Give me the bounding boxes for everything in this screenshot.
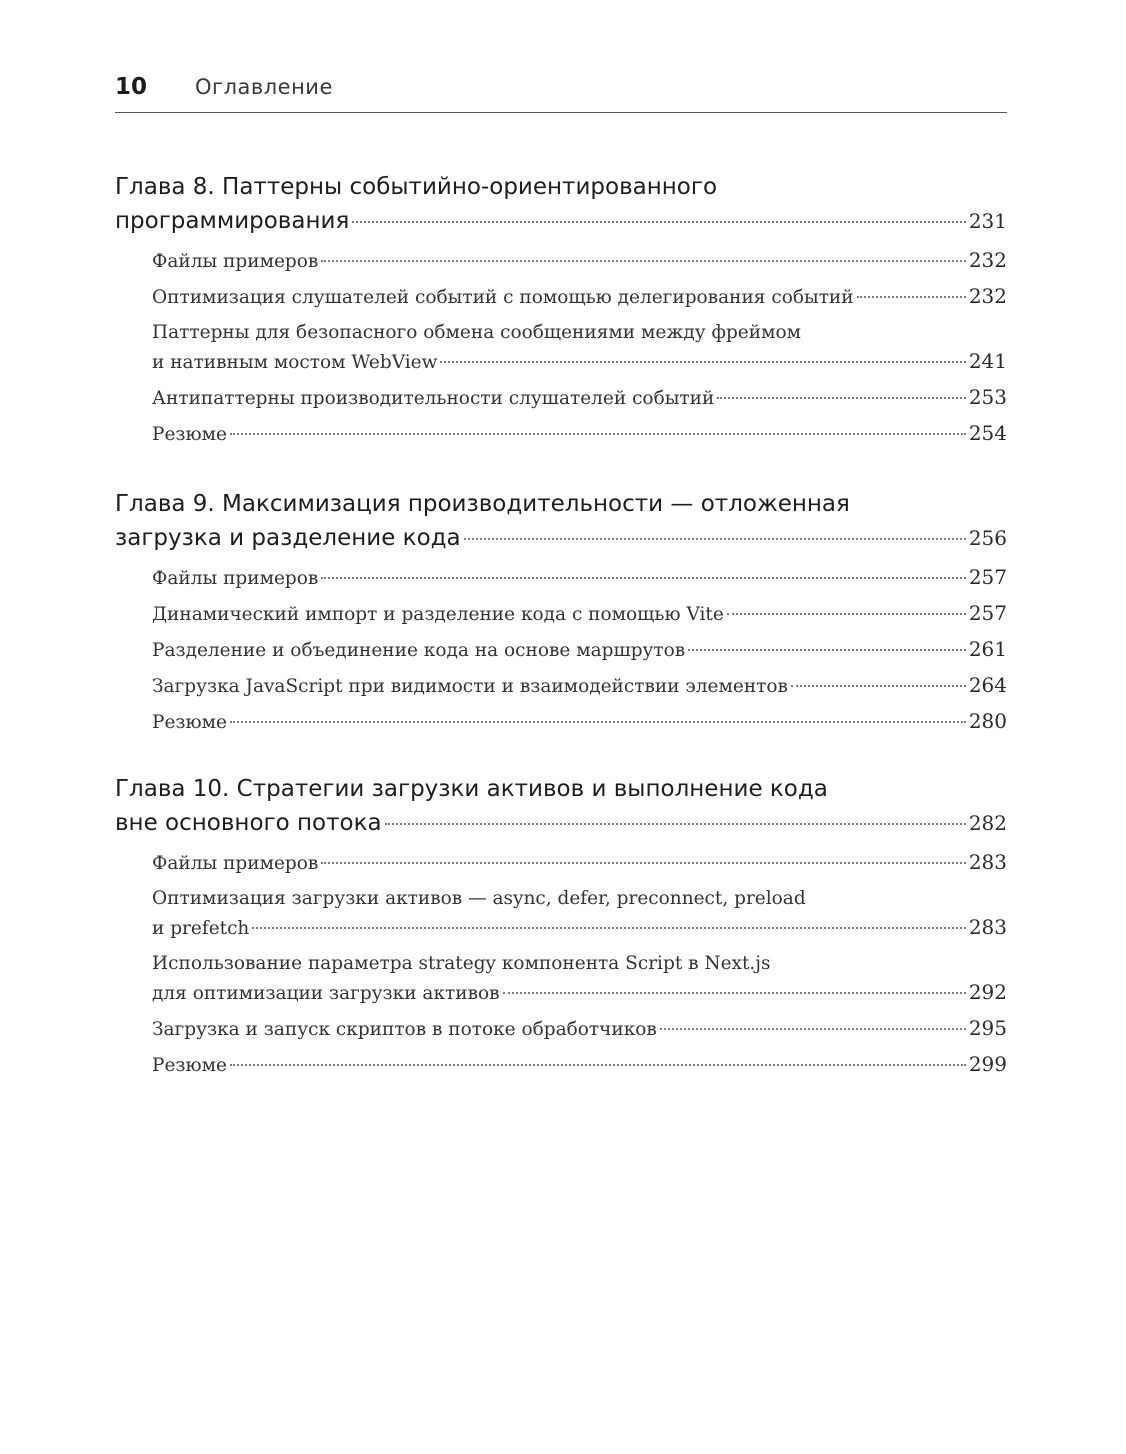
leader-dots — [321, 861, 966, 864]
toc-entry[interactable] — [152, 707, 1007, 737]
leader-dots — [857, 295, 966, 298]
chapter-title-line1: Глава 10. Стратегии загрузки активов и выполнение кода — [115, 776, 828, 802]
entry-text: Оптимизация слушателей событий с помощью делегирования событий — [152, 287, 854, 308]
entry-text: Динамический импорт и разделение кода с помощью Vite — [152, 604, 724, 625]
toc-entry[interactable] — [152, 419, 1007, 449]
chapter-page: 231 — [968, 209, 1007, 233]
toc-entry[interactable] — [152, 318, 1007, 377]
chapter-title-text: программирования — [115, 208, 350, 234]
page-number: 10 — [115, 74, 148, 100]
entry-text: Разделение и объединение кода на основе маршрутов — [152, 640, 686, 661]
leader-dots — [503, 991, 966, 994]
toc-entry[interactable] — [152, 671, 1007, 701]
toc-entry[interactable] — [152, 563, 1007, 593]
chapter-10 — [115, 772, 1007, 1086]
entry-page: 299 — [968, 1052, 1007, 1076]
entry-page: 257 — [968, 601, 1007, 625]
entry-text-line1: Использование параметра strategy компонента Script в Next.js — [152, 953, 771, 974]
leader-dots — [688, 648, 966, 651]
entry-page: 261 — [968, 637, 1007, 661]
running-head-title: Оглавление — [195, 75, 333, 99]
entry-text: Резюме — [152, 712, 227, 733]
chapter-title-text: вне основного потока — [115, 810, 382, 836]
entry-text: и prefetch — [152, 918, 250, 939]
section-list — [115, 848, 1007, 1080]
leader-dots — [727, 612, 966, 615]
leader-dots — [321, 259, 966, 262]
leader-dots — [464, 537, 966, 540]
chapter-title-line2[interactable] — [115, 806, 1007, 840]
chapter-title-text: загрузка и разделение кода — [115, 525, 461, 551]
entry-page: 232 — [968, 248, 1007, 272]
entry-text: Резюме — [152, 424, 227, 445]
toc-entry[interactable] — [152, 383, 1007, 413]
toc-entry[interactable] — [152, 282, 1007, 312]
entry-page: 264 — [968, 673, 1007, 697]
leader-dots — [791, 684, 966, 687]
entry-text: для оптимизации загрузки активов — [152, 983, 500, 1004]
entry-page: 292 — [968, 980, 1007, 1004]
entry-page: 254 — [968, 421, 1007, 445]
entry-page: 232 — [968, 284, 1007, 308]
chapter-page: 256 — [968, 526, 1007, 550]
leader-dots — [352, 220, 966, 223]
entry-page: 295 — [968, 1016, 1007, 1040]
leader-dots — [321, 576, 966, 579]
chapter-9 — [115, 487, 1007, 743]
chapter-title-line2[interactable] — [115, 521, 1007, 555]
entry-text-line1: Паттерны для безопасного обмена сообщениями между фреймом — [152, 322, 802, 343]
leader-dots — [230, 432, 966, 435]
toc-entry[interactable] — [152, 1050, 1007, 1080]
leader-dots — [385, 822, 966, 825]
entry-page: 280 — [968, 709, 1007, 733]
entry-text: Антипаттерны производительности слушателей событий — [152, 388, 715, 409]
section-list — [115, 563, 1007, 737]
entry-page: 257 — [968, 565, 1007, 589]
entry-page: 253 — [968, 385, 1007, 409]
chapter-title-line2[interactable] — [115, 204, 1007, 238]
toc-entry[interactable] — [152, 599, 1007, 629]
toc-entry[interactable] — [152, 1014, 1007, 1044]
entry-text-line1: Оптимизация загрузки активов — async, defer, preconnect, preload — [152, 888, 806, 909]
entry-text: Файлы примеров — [152, 568, 319, 589]
toc-entry[interactable] — [152, 949, 1007, 1008]
chapter-8 — [115, 170, 1007, 455]
entry-page: 283 — [968, 850, 1007, 874]
chapter-page: 282 — [968, 811, 1007, 835]
chapter-title-line1: Глава 9. Максимизация производительности — отложенная — [115, 491, 850, 517]
leader-dots — [230, 720, 966, 723]
leader-dots — [440, 360, 965, 363]
chapter-title-line1: Глава 8. Паттерны событийно-ориентированного — [115, 174, 718, 200]
toc-entry[interactable] — [152, 884, 1007, 943]
section-list — [115, 246, 1007, 449]
leader-dots — [717, 396, 965, 399]
page-header — [115, 72, 1007, 113]
entry-text: и нативным мостом WebView — [152, 352, 438, 373]
entry-text: Загрузка JavaScript при видимости и взаимодействии элементов — [152, 676, 788, 697]
entry-text: Резюме — [152, 1055, 227, 1076]
leader-dots — [230, 1063, 966, 1066]
entry-text: Файлы примеров — [152, 251, 319, 272]
toc-entry[interactable] — [152, 848, 1007, 878]
toc-entry[interactable] — [152, 635, 1007, 665]
leader-dots — [660, 1027, 966, 1030]
entry-text: Файлы примеров — [152, 853, 319, 874]
entry-page: 283 — [968, 915, 1007, 939]
entry-text: Загрузка и запуск скриптов в потоке обработчиков — [152, 1019, 657, 1040]
entry-page: 241 — [968, 349, 1007, 373]
toc-entry[interactable] — [152, 246, 1007, 276]
leader-dots — [252, 926, 965, 929]
